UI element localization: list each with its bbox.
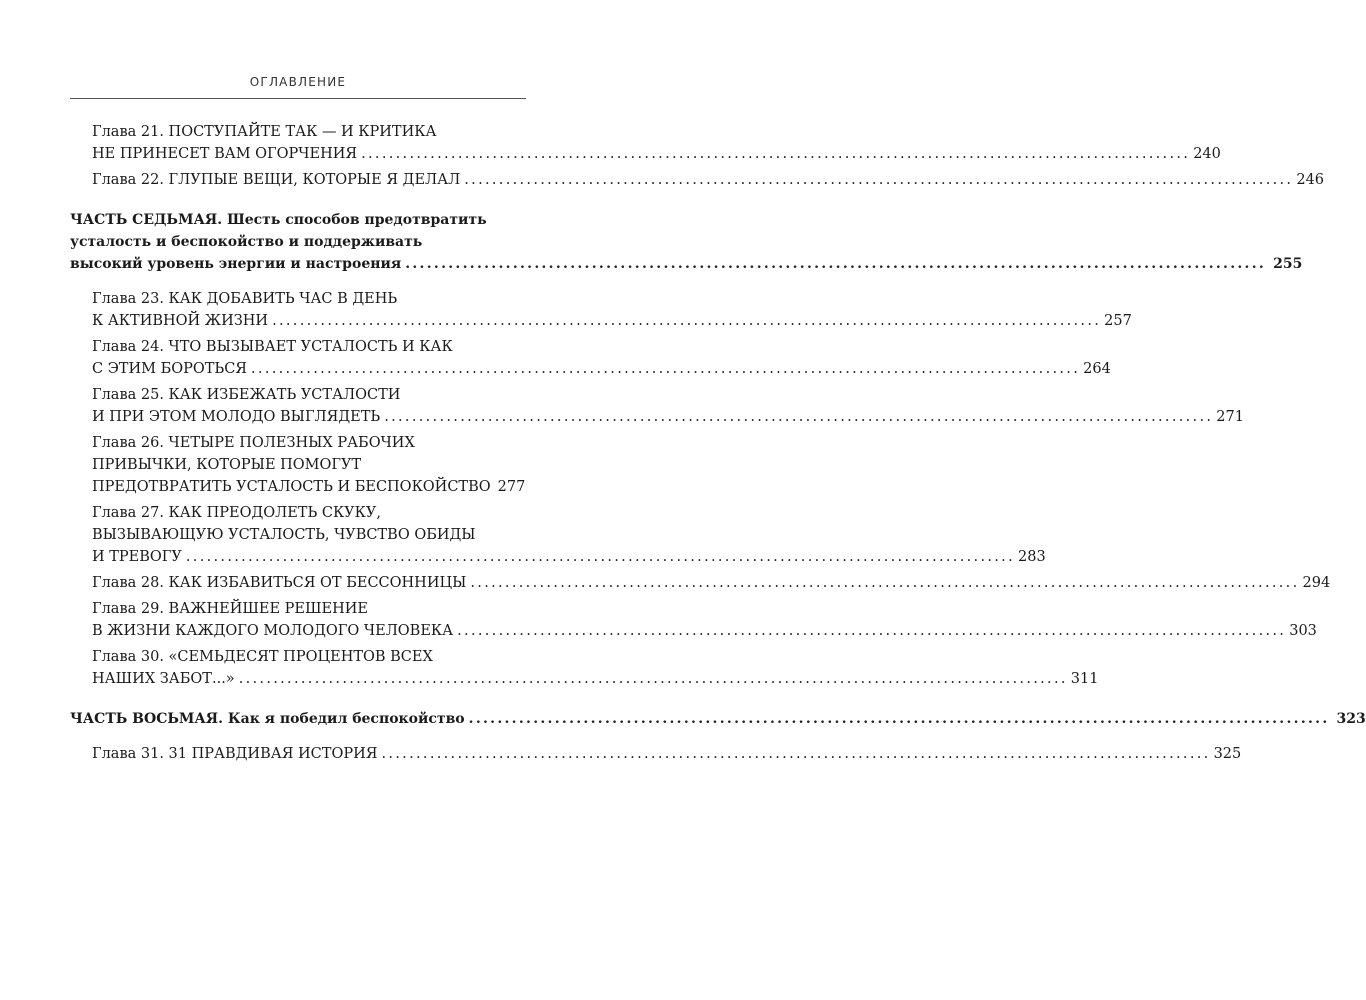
- entry-title-line: Глава 27. КАК ПРЕОДОЛЕТЬ СКУКУ,: [92, 505, 381, 521]
- page-number: 264: [1083, 361, 1111, 377]
- page-number: 277: [497, 479, 526, 495]
- entry-leader-line: [92, 546, 1046, 568]
- entry-title-line: Глава 21. ПОСТУПАЙТЕ ТАК — И КРИТИКА: [92, 124, 437, 140]
- dot-leader: ........................................................................................................................: [464, 172, 1294, 188]
- entry-title-line: Глава 29. ВАЖНЕЙШЕЕ РЕШЕНИЕ: [92, 601, 369, 617]
- dot-leader: ........................................................................................................................: [468, 711, 1330, 727]
- toc-chapter-entry: [70, 288, 1132, 332]
- entry-title-line: Глава 26. ЧЕТЫРЕ ПОЛЕЗНЫХ РАБОЧИХ: [92, 435, 415, 451]
- toc-chapter-entry: [70, 572, 1331, 594]
- entry-title-line: И ТРЕВОГУ: [92, 549, 182, 565]
- page-number: 311: [1070, 671, 1099, 687]
- toc-chapter-entry: [70, 169, 1325, 191]
- dot-leader: ........................................................................................................................: [405, 256, 1267, 272]
- toc-chapter-entry: [70, 384, 1244, 428]
- toc-chapter-entry: [70, 502, 1046, 568]
- entry-title-line: Глава 23. КАК ДОБАВИТЬ ЧАС В ДЕНЬ: [92, 291, 398, 307]
- entry-title-line: НАШИХ ЗАБОТ...»: [92, 671, 235, 687]
- toc-chapter-entry: [70, 646, 1099, 690]
- toc-part-entry: [70, 708, 1366, 730]
- page-number: 246: [1296, 172, 1325, 188]
- entry-leader-line: [92, 310, 1132, 332]
- entry-leader-line: [70, 708, 1366, 730]
- entry-leader-line: [92, 476, 526, 498]
- toc-chapter-entry: [70, 598, 1317, 642]
- toc-chapter-entry: [70, 743, 1242, 765]
- page-number: 325: [1213, 746, 1242, 762]
- entry-title-line: В ЖИЗНИ КАЖДОГО МОЛОДОГО ЧЕЛОВЕКА: [92, 623, 454, 639]
- running-header: ОГЛАВЛЕНИЕ: [249, 75, 347, 89]
- page-number: 271: [1216, 409, 1244, 425]
- entry-leader-line: [92, 406, 1244, 428]
- entry-title-line: Глава 28. КАК ИЗБАВИТЬСЯ ОТ БЕССОННИЦЫ: [92, 575, 467, 591]
- dot-leader: ........................................................................................................................: [251, 361, 1081, 377]
- dot-leader: ........................................................................................................................: [457, 623, 1287, 639]
- header-rule: [70, 98, 526, 99]
- dot-leader: ........................................................................................................................: [272, 313, 1102, 329]
- entry-title-line: ВЫЗЫВАЮЩУЮ УСТАЛОСТЬ, ЧУВСТВО ОБИДЫ: [92, 527, 476, 543]
- entry-title-line: С ЭТИМ БОРОТЬСЯ: [92, 361, 248, 377]
- entry-leader-line: [92, 143, 1221, 165]
- entry-leader-line: [92, 169, 1325, 191]
- entry-title-line: К АКТИВНОЙ ЖИЗНИ: [92, 313, 269, 329]
- entry-title-line: высокий уровень энергии и настроения: [70, 256, 402, 272]
- entry-leader-line: [92, 743, 1242, 765]
- entry-leader-line: [92, 572, 1331, 594]
- entry-leader-line: [92, 358, 1111, 380]
- dot-leader: ........................................................................................................................: [384, 409, 1214, 425]
- page-number: 303: [1289, 623, 1317, 639]
- toc-chapter-entry: [70, 121, 1221, 165]
- entry-title-line: Глава 24. ЧТО ВЫЗЫВАЕТ УСТАЛОСТЬ И КАК: [92, 339, 453, 355]
- entry-title-line: И ПРИ ЭТОМ МОЛОДО ВЫГЛЯДЕТЬ: [92, 409, 381, 425]
- dot-leader: ........................................................................................................................: [381, 746, 1211, 762]
- entry-title-line: НЕ ПРИНЕСЕТ ВАМ ОГОРЧЕНИЯ: [92, 146, 358, 162]
- toc-chapter-entry: [70, 336, 1111, 380]
- toc-part-entry: [70, 209, 1303, 275]
- entry-leader-line: [92, 620, 1317, 642]
- toc-chapter-entry: [70, 432, 526, 498]
- entry-title-line: Глава 31. 31 ПРАВДИВАЯ ИСТОРИЯ: [92, 746, 378, 762]
- entry-title-line: Глава 22. ГЛУПЫЕ ВЕЩИ, КОТОРЫЕ Я ДЕЛАЛ: [92, 172, 461, 188]
- entry-title-line: Глава 30. «СЕМЬДЕСЯТ ПРОЦЕНТОВ ВСЕХ: [92, 649, 433, 665]
- entry-title-line: ПРЕДОТВРАТИТЬ УСТАЛОСТЬ И БЕСПОКОЙСТВО: [92, 479, 491, 495]
- entry-title-line: Глава 25. КАК ИЗБЕЖАТЬ УСТАЛОСТИ: [92, 387, 401, 403]
- dot-leader: ........................................................................................................................: [361, 146, 1191, 162]
- entry-title-line: усталость и беспокойство и поддерживать: [70, 234, 423, 250]
- page-number: 240: [1193, 146, 1221, 162]
- entry-title-line: ПРИВЫЧКИ, КОТОРЫЕ ПОМОГУТ: [92, 457, 362, 473]
- dot-leader: ........................................................................................................................: [470, 575, 1300, 591]
- entry-title-line: ЧАСТЬ СЕДЬМАЯ. Шесть способов предотвратить: [70, 212, 487, 228]
- page-number: 323: [1336, 711, 1366, 727]
- dot-leader: ........................................................................................................................: [185, 549, 1015, 565]
- page-number: 283: [1018, 549, 1046, 565]
- entry-title-line: ЧАСТЬ ВОСЬМАЯ. Как я победил беспокойство: [70, 711, 465, 727]
- page-number: 294: [1302, 575, 1331, 591]
- entry-leader-line: [70, 253, 1303, 275]
- dot-leader: ........................................................................................................................: [238, 671, 1068, 687]
- page-number: 255: [1273, 256, 1303, 272]
- table-of-contents: [70, 121, 1366, 769]
- page-number: 257: [1104, 313, 1132, 329]
- entry-leader-line: [92, 668, 1099, 690]
